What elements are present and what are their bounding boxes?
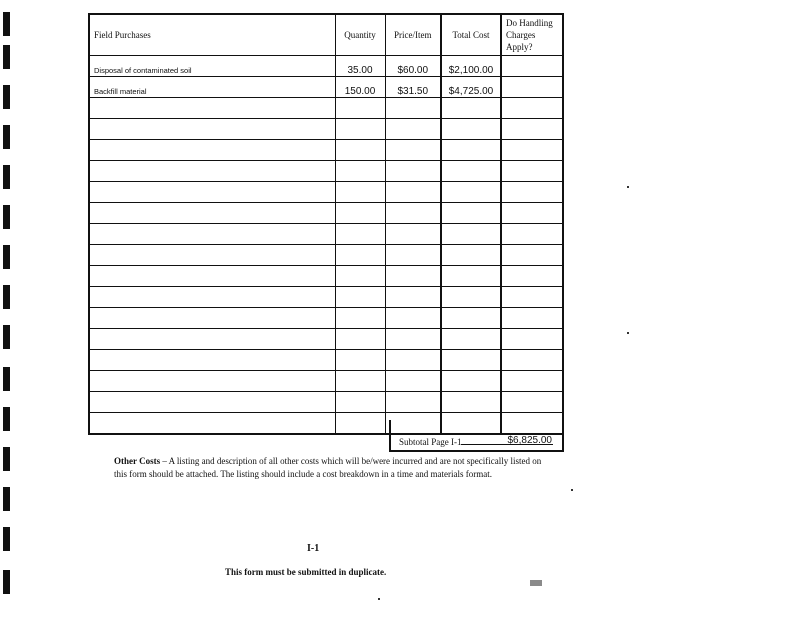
cell-quantity bbox=[335, 119, 385, 140]
cell-description bbox=[89, 266, 335, 287]
cell-handling bbox=[501, 308, 563, 329]
cell-handling bbox=[501, 266, 563, 287]
cell-handling bbox=[501, 245, 563, 266]
cell-price bbox=[385, 245, 441, 266]
table-row bbox=[89, 77, 563, 98]
header-total-cost: Total Cost bbox=[441, 14, 501, 56]
header-handling-line3: Apply? bbox=[506, 42, 533, 52]
cell-description: Disposal of contaminated soil bbox=[89, 56, 335, 77]
cell-total-cost bbox=[441, 203, 501, 224]
cell-price bbox=[385, 287, 441, 308]
cell-price bbox=[385, 119, 441, 140]
scan-speck bbox=[627, 186, 629, 188]
subtotal-value: $6,825.00 bbox=[507, 435, 552, 446]
cell-handling bbox=[501, 224, 563, 245]
cell-total-cost bbox=[441, 182, 501, 203]
cell-quantity bbox=[335, 329, 385, 350]
cell-quantity: 35.00 bbox=[335, 56, 385, 77]
table-row bbox=[89, 56, 563, 77]
cell-description bbox=[89, 371, 335, 392]
table-row bbox=[89, 224, 563, 245]
cell-price bbox=[385, 203, 441, 224]
table-row bbox=[89, 182, 563, 203]
cell-handling bbox=[501, 371, 563, 392]
cell-total-cost bbox=[441, 140, 501, 161]
cell-description bbox=[89, 245, 335, 266]
cell-price bbox=[385, 329, 441, 350]
page-number: I-1 bbox=[307, 543, 320, 554]
cell-description bbox=[89, 182, 335, 203]
table-header-row bbox=[89, 14, 563, 56]
cell-handling bbox=[501, 329, 563, 350]
scan-speck bbox=[571, 489, 573, 491]
cell-description bbox=[89, 161, 335, 182]
cell-description bbox=[89, 140, 335, 161]
cell-total-cost bbox=[441, 98, 501, 119]
cell-handling bbox=[501, 203, 563, 224]
subtotal-box bbox=[389, 420, 564, 452]
cell-description bbox=[89, 392, 335, 413]
header-handling-charges bbox=[501, 14, 563, 56]
cell-price bbox=[385, 350, 441, 371]
cell-quantity bbox=[335, 287, 385, 308]
cell-quantity bbox=[335, 140, 385, 161]
cell-total-cost bbox=[441, 329, 501, 350]
other-costs-text: – A listing and description of all other costs which will be/were incurred and are not specifically listed on this form should be attached. The listing should include a cost breakdown in a time and materials format. bbox=[114, 456, 542, 479]
cell-handling bbox=[501, 56, 563, 77]
scan-mark bbox=[530, 580, 542, 586]
cell-quantity bbox=[335, 224, 385, 245]
cell-description bbox=[89, 119, 335, 140]
cell-price bbox=[385, 371, 441, 392]
table-row bbox=[89, 161, 563, 182]
footer-note: This form must be submitted in duplicate. bbox=[225, 567, 387, 577]
cell-total-cost: $2,100.00 bbox=[441, 56, 501, 77]
table-row bbox=[89, 245, 563, 266]
cell-quantity bbox=[335, 308, 385, 329]
cell-price bbox=[385, 98, 441, 119]
cell-quantity: 150.00 bbox=[335, 77, 385, 98]
cell-description bbox=[89, 413, 335, 435]
cell-price bbox=[385, 161, 441, 182]
cell-total-cost bbox=[441, 350, 501, 371]
cell-description bbox=[89, 287, 335, 308]
cell-quantity bbox=[335, 182, 385, 203]
table-row bbox=[89, 308, 563, 329]
cell-price bbox=[385, 182, 441, 203]
table-row bbox=[89, 329, 563, 350]
cell-total-cost bbox=[441, 266, 501, 287]
cell-description bbox=[89, 98, 335, 119]
cell-handling bbox=[501, 140, 563, 161]
cell-quantity bbox=[335, 161, 385, 182]
binder-punch-holes bbox=[0, 0, 12, 618]
scan-speck bbox=[627, 332, 629, 334]
cell-quantity bbox=[335, 245, 385, 266]
cell-total-cost bbox=[441, 308, 501, 329]
cell-description bbox=[89, 350, 335, 371]
cell-handling bbox=[501, 350, 563, 371]
cell-quantity bbox=[335, 203, 385, 224]
cell-handling bbox=[501, 98, 563, 119]
subtotal-label: Subtotal Page I-1 bbox=[399, 437, 462, 447]
cell-handling bbox=[501, 77, 563, 98]
other-costs-heading: Other Costs bbox=[114, 456, 161, 466]
cell-total-cost: $4,725.00 bbox=[441, 77, 501, 98]
cell-price: $31.50 bbox=[385, 77, 441, 98]
cell-total-cost bbox=[441, 224, 501, 245]
cell-handling bbox=[501, 119, 563, 140]
cell-total-cost bbox=[441, 161, 501, 182]
table-row bbox=[89, 392, 563, 413]
cell-price bbox=[385, 140, 441, 161]
header-quantity: Quantity bbox=[335, 14, 385, 56]
table-row bbox=[89, 140, 563, 161]
cell-description bbox=[89, 329, 335, 350]
cell-total-cost bbox=[441, 371, 501, 392]
header-handling-line2: Charges bbox=[506, 30, 536, 40]
cell-handling bbox=[501, 287, 563, 308]
table-row bbox=[89, 266, 563, 287]
cell-description: Backfill material bbox=[89, 77, 335, 98]
cell-total-cost bbox=[441, 119, 501, 140]
table-row bbox=[89, 371, 563, 392]
cell-price bbox=[385, 224, 441, 245]
table-row bbox=[89, 203, 563, 224]
cell-handling bbox=[501, 392, 563, 413]
other-costs-paragraph bbox=[114, 455, 554, 481]
cell-total-cost bbox=[441, 245, 501, 266]
cell-price: $60.00 bbox=[385, 56, 441, 77]
cell-description bbox=[89, 203, 335, 224]
cell-quantity bbox=[335, 266, 385, 287]
cell-handling bbox=[501, 182, 563, 203]
table-row bbox=[89, 98, 563, 119]
cell-total-cost bbox=[441, 392, 501, 413]
cell-quantity bbox=[335, 350, 385, 371]
scan-speck bbox=[378, 598, 380, 600]
cell-description bbox=[89, 224, 335, 245]
cell-total-cost bbox=[441, 287, 501, 308]
header-price-item: Price/Item bbox=[385, 14, 441, 56]
cell-price bbox=[385, 392, 441, 413]
cell-handling bbox=[501, 161, 563, 182]
cell-description bbox=[89, 308, 335, 329]
field-purchases-table bbox=[88, 13, 564, 435]
cell-price bbox=[385, 308, 441, 329]
header-field-purchases: Field Purchases bbox=[89, 14, 335, 56]
cell-price bbox=[385, 266, 441, 287]
cell-quantity bbox=[335, 98, 385, 119]
cell-quantity bbox=[335, 371, 385, 392]
table-row bbox=[89, 119, 563, 140]
table-row bbox=[89, 350, 563, 371]
cell-quantity bbox=[335, 413, 385, 435]
cell-quantity bbox=[335, 392, 385, 413]
table-row bbox=[89, 287, 563, 308]
header-handling-line1: Do Handling bbox=[506, 18, 553, 28]
